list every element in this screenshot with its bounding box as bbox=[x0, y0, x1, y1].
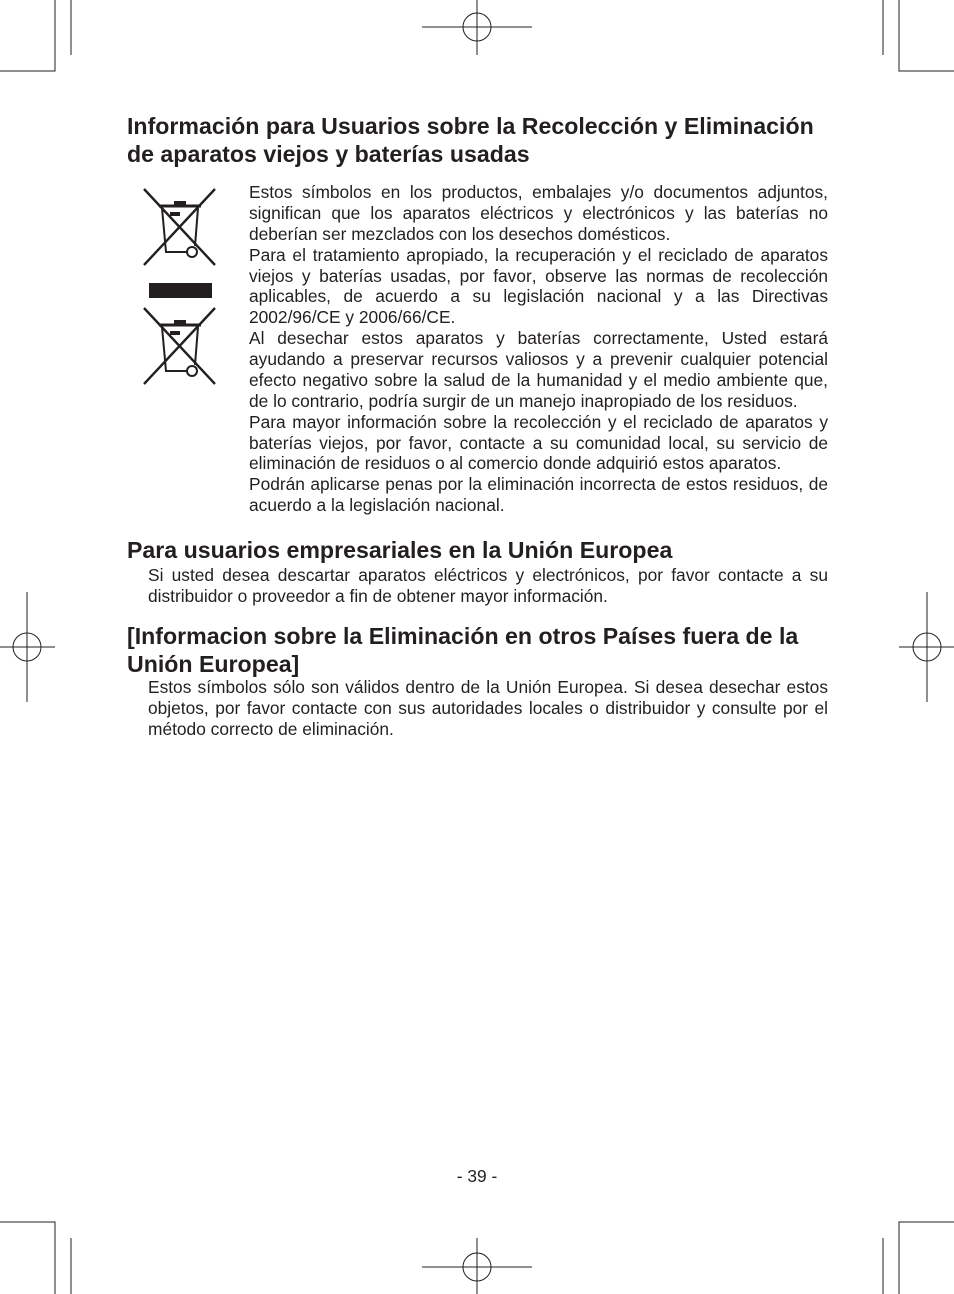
crop-mark-top-right bbox=[883, 0, 954, 71]
crop-mark-bottom-left bbox=[0, 1222, 71, 1294]
section-heading-outside-eu: [Informacion sobre la Eliminación en otros Países fuera de la Unión Europea] bbox=[127, 623, 799, 677]
paragraph: Si usted desea descartar aparatos eléctricos y electrónicos, por favor contacte a su distribuidor o proveedor a fin de obtener mayor información. bbox=[148, 565, 828, 606]
paragraph: Estos símbolos sólo son válidos dentro de la Unión Europea. Si desea desechar estos objetos, por favor contacte con sus autoridades locales o distribuidor y consulte por el método correcto de eliminación. bbox=[148, 677, 828, 739]
crossed-out-wheelie-bin-icon bbox=[141, 186, 218, 268]
page-number: - 39 - bbox=[456, 1166, 498, 1186]
registration-circle-top bbox=[463, 13, 491, 41]
section-heading-business-users: Para usuarios empresariales en la Unión Europea bbox=[127, 537, 673, 563]
bin-label bbox=[170, 212, 180, 216]
registration-circle-left bbox=[13, 633, 41, 661]
registration-crosshair-top bbox=[422, 0, 532, 55]
registration-circle-right bbox=[913, 633, 941, 661]
bin-wheel bbox=[187, 366, 197, 376]
bin-handle bbox=[174, 320, 186, 325]
solid-black-bar bbox=[149, 283, 212, 298]
cross-out-lines bbox=[144, 189, 215, 265]
section-heading-recycling-info: Información para Usuarios sobre la Recolección y Eliminación de aparatos viejos y baterías usadas bbox=[127, 113, 814, 167]
section-body-recycling-info bbox=[249, 182, 828, 516]
registration-crosshair-right bbox=[899, 592, 954, 702]
section-body-outside-eu bbox=[148, 677, 828, 740]
paragraph: Para el tratamiento apropiado, la recuperación y el reciclado de aparatos viejos y baterías usadas, por favor, observe las normas de recolección aplicables, de acuerdo a su legislación nacional y a las Directivas 2002/96/CE y 2006/66/CE. bbox=[249, 244, 828, 328]
bin-wheel bbox=[187, 247, 197, 257]
crossed-out-wheelie-bin-icon bbox=[141, 305, 218, 387]
cross-out-lines bbox=[144, 308, 215, 384]
registration-circle-bottom bbox=[463, 1253, 491, 1281]
crop-mark-bottom-right bbox=[883, 1222, 954, 1294]
paragraph: Al desechar estos aparatos y baterías correctamente, Usted estará ayudando a preservar recursos valiosos y a prevenir cualquier potencial efecto negativo sobre la salud de la humanidad y el medio ambiente que, de lo contrario, podría surgir de un manejo inapropiado de los residuos. bbox=[249, 328, 828, 411]
paragraph: Estos símbolos en los productos, embalajes y/o documentos adjuntos, significan que los aparatos eléctricos y electrónicos y las baterías no deberían ser mezclados con los desechos domésticos. bbox=[249, 182, 828, 244]
paragraph: Podrán aplicarse penas por la eliminación incorrecta de estos residuos, de acuerdo a la legislación nacional. bbox=[249, 474, 828, 516]
registration-crosshair-bottom bbox=[422, 1238, 532, 1294]
section-body-business-users bbox=[148, 565, 828, 607]
bin-label bbox=[170, 331, 180, 335]
paragraph: Para mayor información sobre la recolección y el reciclado de aparatos y baterías viejos, por favor, contacte a su comunidad local, su servicio de eliminación de residuos o al comercio donde adquirió estos aparatos. bbox=[249, 411, 828, 474]
crop-mark-top-left bbox=[0, 0, 71, 71]
bin-handle bbox=[174, 201, 186, 206]
registration-crosshair-left bbox=[0, 592, 55, 702]
